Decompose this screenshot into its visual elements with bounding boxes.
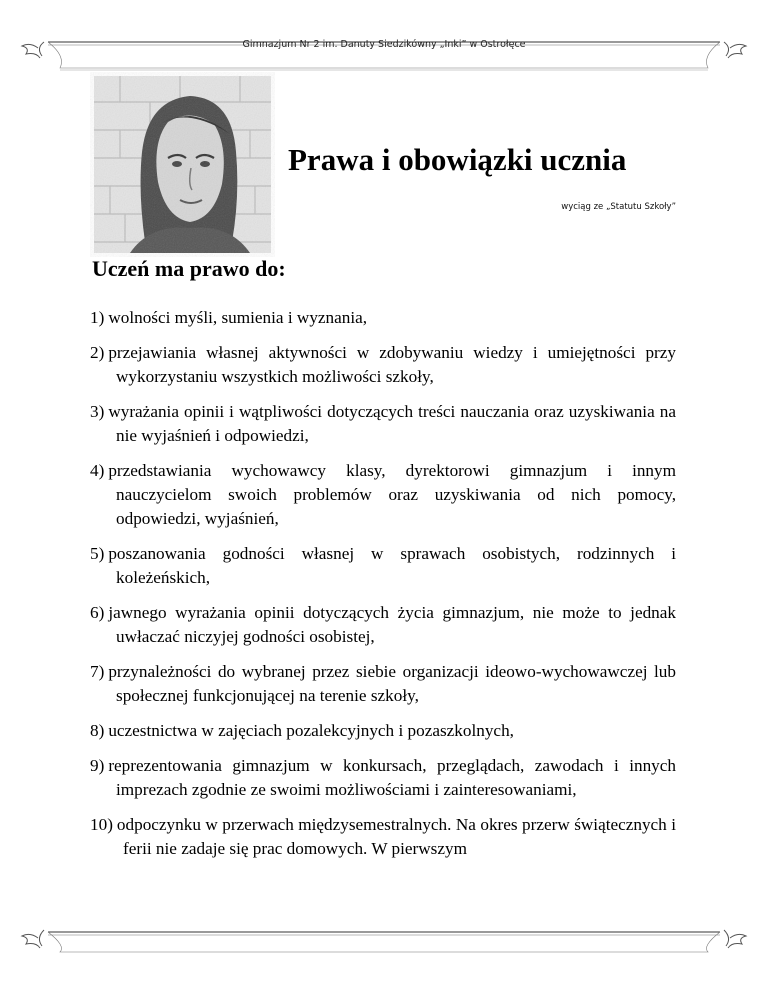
list-item-text: przedstawiania wychowawcy klasy, dyrektorowi gimnazjum i innym nauczycielom swoich problemów oraz uzyskiwania od nich pomocy, odpowiedzi, wyjaśnień, [108,461,676,528]
list-item-text: uczestnictwa w zajęciach pozalekcyjnych i pozaszkolnych, [108,721,514,740]
list-item-number: 2) [90,343,105,362]
list-item [90,459,676,531]
list-item-number: 8) [90,721,105,740]
list-item-number: 5) [90,544,105,563]
school-name-header: Gimnazjum Nr 2 im. Danuty Siedzikówny „Inki” w Ostrołęce [242,39,526,50]
portrait-illustration [90,72,275,257]
list-item [90,341,676,389]
list-item-text: odpoczynku w przerwach międzysemestralnych. Na okres przerw świątecznych i ferii nie zadaje się prac domowych. W pierwszym [116,815,676,858]
list-item-number: 7) [90,662,105,681]
list-item-number: 4) [90,461,105,480]
list-item [90,601,676,649]
list-item [90,542,676,590]
list-item-text: poszanowania godności własnej w sprawach osobistych, rodzinnych i koleżeńskich, [108,544,676,587]
list-item-text: wyrażania opinii i wątpliwości dotyczących treści nauczania oraz uzyskiwania na nie wyjaśnień i odpowiedzi, [108,402,676,445]
page-title: Prawa i obowiązki ucznia [288,142,627,177]
list-item [90,719,676,743]
list-item-number: 3) [90,402,105,421]
list-item-text: jawnego wyrażania opinii dotyczących życia gimnazjum, nie może to jednak uwłaczać niczyjej godności osobistej, [108,603,676,646]
list-item-number: 6) [90,603,105,622]
list-item [90,660,676,708]
list-item-number: 9) [90,756,105,775]
header-scroll-border [0,32,768,72]
list-item [90,813,676,861]
page-subtitle: wyciąg ze „Statutu Szkoły” [561,202,676,212]
section-heading: Uczeń ma prawo do: [92,256,286,281]
list-item-text: przynależności do wybranej przez siebie organizacji ideowo-wychowawczej lub społecznej funkcjonującej na terenie szkoły, [108,662,676,705]
list-item-text: reprezentowania gimnazjum w konkursach, przeglądach, zawodach i innych imprezach zgodnie ze swoimi możliwościami i zainteresowaniami, [108,756,676,799]
footer-scroll-border [0,918,768,958]
rights-list [90,306,676,861]
list-item [90,306,676,330]
list-item-number: 1) [90,308,105,327]
list-item [90,754,676,802]
list-item-text: przejawiania własnej aktywności w zdobywaniu wiedzy i umiejętności przy wykorzystaniu wszystkich możliwości szkoły, [108,343,676,386]
list-item-number: 10) [90,815,113,834]
list-item-text: wolności myśli, sumienia i wyznania, [108,308,368,327]
list-item [90,400,676,448]
